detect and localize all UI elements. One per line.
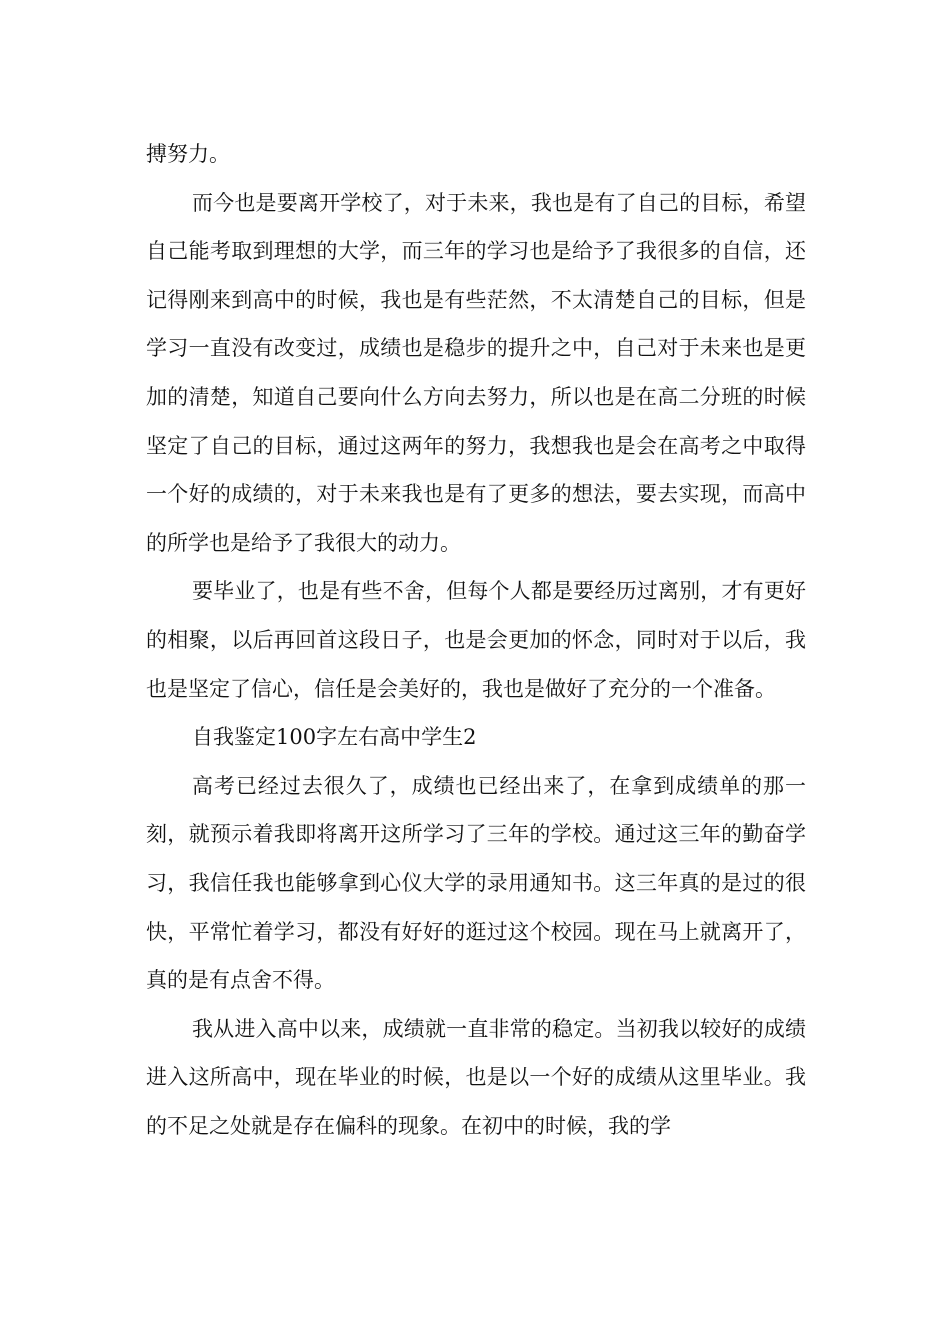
paragraph-graduation: 要毕业了，也是有些不舍，但每个人都是要经历过离别，才有更好的相聚，以后再回首这段日子，也是会更加的怀念，同时对于以后，我也是坚定了信心，信任是会美好的，我也是做好了充分的一个准备。 [146, 579, 806, 701]
paragraph-continuation: 搏努力。 [146, 142, 230, 166]
section-heading: 自我鉴定100字左右高中学生2 [192, 725, 477, 750]
paragraph-performance: 我从进入高中以来，成绩就一直非常的稳定。当初我以较好的成绩进入这所高中，现在毕业的时候，也是以一个好的成绩从这里毕业。我的不足之处就是存在偏科的现象。在初中的时候，我的学 [146, 1016, 806, 1138]
paragraph-future-goals: 而今也是要离开学校了，对于未来，我也是有了自己的目标，希望自己能考取到理想的大学，而三年的学习也是给予了我很多的自信，还记得刚来到高中的时候，我也是有些茫然，不太清楚自己的目标，但是学习一直没有改变过，成绩也是稳步的提升之中，自己对于未来也是更加的清楚，知道自己要向什么方向去努力，所以也是在高二分班的时候坚定了自己的目标，通过这两年的努力，我想我也是会在高考之中取得一个好的成绩的，对于未来我也是有了更多的想法，要去实现，而高中的所学也是给予了我很大的动力。 [146, 190, 806, 555]
paragraph-exam-results: 高考已经过去很久了，成绩也已经出来了，在拿到成绩单的那一刻，就预示着我即将离开这所学习了三年的学校。通过这三年的勤奋学习，我信任我也能够拿到心仪大学的录用通知书。这三年真的是过的很快，平常忙着学习，都没有好好的逛过这个校园。现在马上就离开了，真的是有点舍不得。 [146, 773, 806, 993]
document-body [146, 130, 806, 1150]
